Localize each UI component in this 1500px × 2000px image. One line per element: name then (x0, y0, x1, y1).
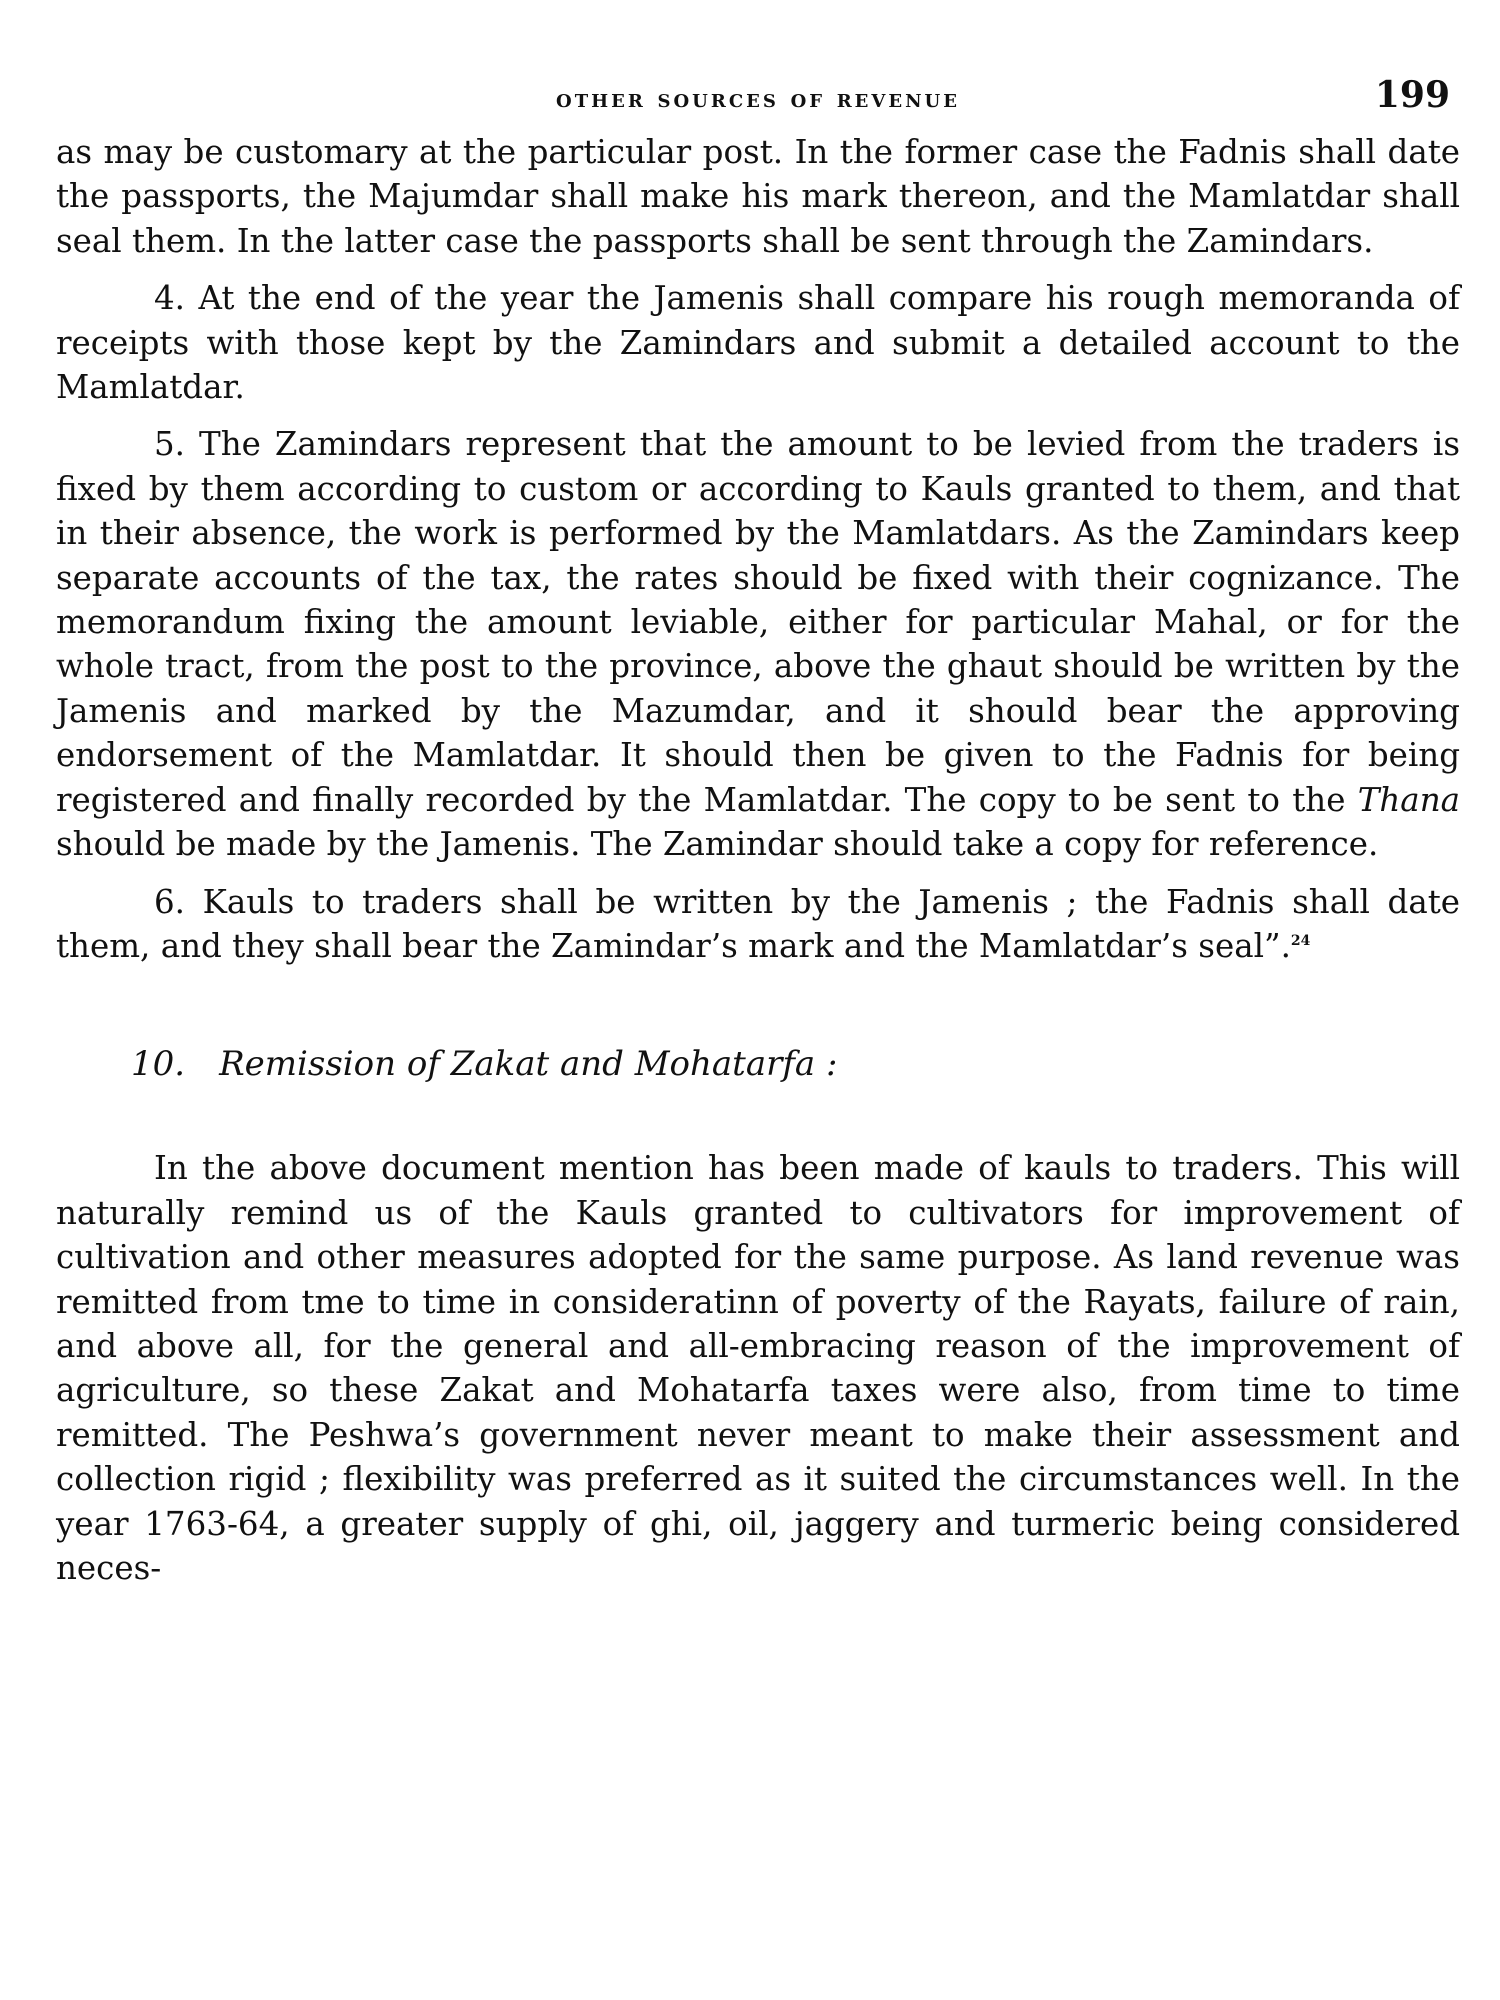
footnote-reference: 24 (1290, 933, 1311, 950)
book-page (56, 70, 1460, 1590)
section-number: 10. (131, 1044, 186, 1085)
paragraph-item-5-text-a: 5. The Zamindars represent that the amount to be levied from the traders is fixed by them according to custom or according to Kauls granted to them, and that in their absence, the work is performed by the Mamlatdars. As the Zamindars keep separate accounts of the tax, the rates should be fixed with their cognizance. The memorandum fixing the amount leviable, either for particular Mahal, or for the whole tract, from the post to the province, above the ghaut should be written by the Jamenis and marked by the Mazumdar, and it should bear the approving endorsement of the Mamlatdar. It should then be given to the Fadnis for being registered and finally recorded by the Mamlatdar. The copy to be sent to the (56, 425, 1460, 819)
running-title: other sources of revenue (556, 84, 960, 113)
paragraph-item-4: 4. At the end of the year the Jamenis shall compare his rough memoranda of receipts with those kept by the Zamindars and submit a detailed account to the Mamlatdar. (56, 279, 1460, 407)
paragraph-item-6-text: 6. Kauls to traders shall be written by the Jamenis ; the Fadnis shall date them, and they shall bear the Zamindar’s mark and the Mamlatdar’s seal”. (56, 882, 1460, 965)
paragraph-item-5-text-b: should be made by the Jamenis. The Zamindar should take a copy for reference. (56, 825, 1379, 864)
page-number: 199 (1374, 74, 1450, 116)
body-paragraph: In the above document mention has been made of kauls to traders. This will naturally remind us of the Kauls granted to cultivators for improvement of cultivation and other measures adopted for the same purpose. As land revenue was remitted from tme to time in consideratinn of poverty of the Rayats, failure of rain, and above all, for the general and all-embracing reason of the improvement of agriculture, so these Zakat and Mohatarfa taxes were also, from time to time remitted. The Peshwa’s government never meant to make their assessment and collection rigid ; flexibility was preferred as it suited the circumstances well. In the year 1763-64, a greater supply of ghi, oil, jaggery and turmeric being considered neces- (56, 1149, 1460, 1587)
paragraph-item-5 (56, 422, 1460, 866)
paragraph-item-6 (56, 880, 1460, 969)
section-heading (131, 1042, 1460, 1086)
section-title: Remission of Zakat and Mohatarfa : (219, 1044, 838, 1085)
paragraph-continued: as may be customary at the particular post. In the former case the Fadnis shall date the passports, the Majumdar shall make his mark thereon, and the Mamlatdar shall seal them. In the latter case the passports shall be sent through the Zamindars. (56, 133, 1460, 260)
paragraph-item-5-italic-term: Thana (1357, 780, 1460, 819)
running-header (56, 70, 1460, 130)
